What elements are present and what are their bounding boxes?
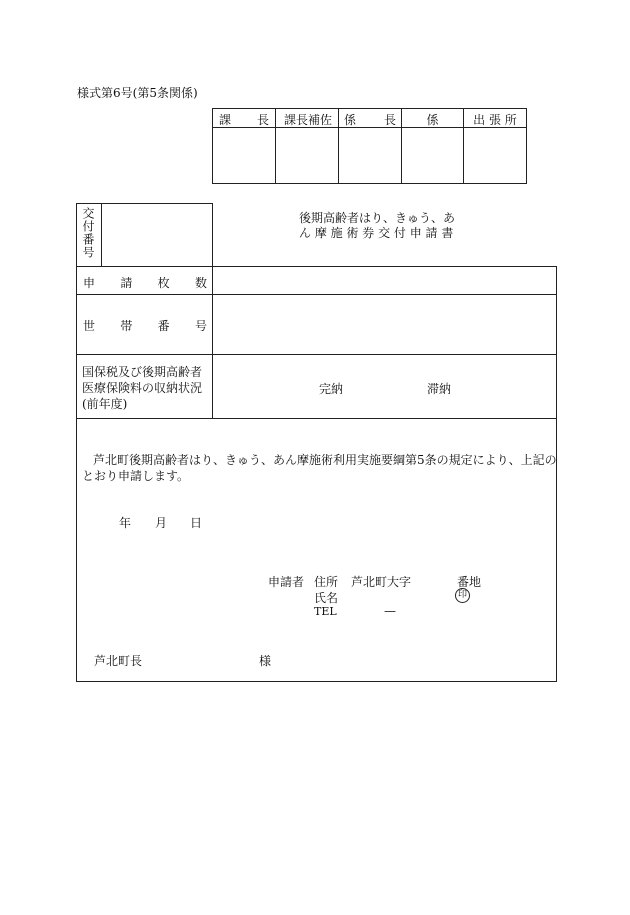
date-month: 月	[155, 516, 168, 530]
approval-header-deputy-chief: 課長補佐	[283, 113, 332, 127]
address-label: 住所	[314, 575, 339, 589]
stamp-cell-staff[interactable]	[402, 128, 463, 183]
body-text-line1: 芦北町後期高齢者はり、きゅう、あん摩施術利用実施要綱第5条の規定により、上記の	[93, 453, 557, 467]
household-number-field[interactable]	[213, 295, 556, 354]
seal-mark: 印	[455, 588, 470, 603]
body-text-line2: とおり申請します。	[82, 469, 190, 483]
date-day: 日	[190, 516, 203, 530]
arrears-option[interactable]: 滞納	[427, 382, 452, 396]
application-number-label: 交付番号	[81, 207, 95, 259]
application-number-field[interactable]	[102, 204, 212, 266]
addressee-name: 芦北町長	[94, 654, 143, 668]
tax-status-label: 国保税及び後期高齢者 医療保険料の収納状況 (前年度)	[82, 365, 203, 411]
paid-option[interactable]: 完納	[319, 382, 344, 396]
applicant-label: 申請者	[268, 575, 305, 589]
date-year: 年	[119, 516, 132, 530]
stamp-cell-deputy-chief[interactable]	[276, 128, 338, 183]
sheets-count-label: 申 請 枚 数	[83, 276, 207, 290]
form-title-line2: ん 摩 施 術 券 交 付 申 請 書	[299, 226, 454, 240]
tel-label: TEL	[314, 605, 337, 618]
form-title-line1: 後期高齢者はり、きゅう、あ	[299, 211, 456, 225]
name-label: 氏名	[314, 591, 339, 605]
approval-header-section-chief: 課 長	[219, 113, 269, 127]
stamp-cell-branch-office[interactable]	[464, 128, 526, 183]
household-number-label: 世 帯 番 号	[83, 319, 207, 333]
address-value: 芦北町大字	[351, 575, 412, 589]
banchi-label: 番地	[457, 575, 482, 589]
approval-header-sub-chief: 係 長	[344, 113, 396, 127]
stamp-cell-section-chief[interactable]	[213, 128, 275, 183]
stamp-cell-sub-chief[interactable]	[339, 128, 401, 183]
form-id: 様式第6号(第5条関係)	[77, 86, 198, 100]
tel-separator: —	[384, 604, 396, 618]
approval-header-staff: 係	[426, 113, 439, 127]
approval-header-branch-office: 出 張 所	[473, 113, 517, 127]
sheets-count-field[interactable]	[213, 267, 556, 294]
addressee-honorific: 様	[259, 654, 272, 668]
